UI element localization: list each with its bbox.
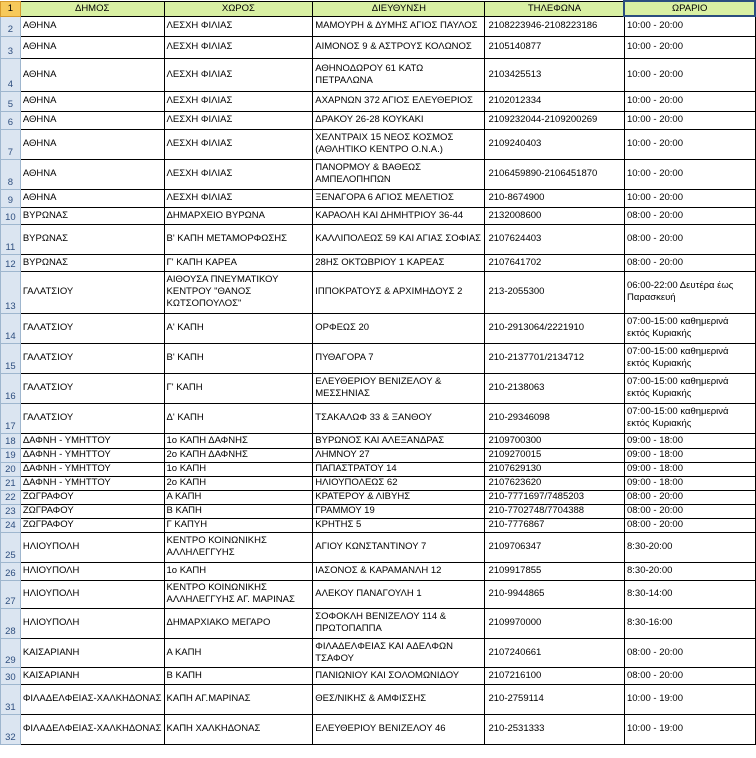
- cell-hours[interactable]: 10:00 - 19:00: [624, 714, 755, 744]
- cell-phone[interactable]: 2107629130: [485, 462, 625, 476]
- cell-address[interactable]: ΕΛΕΥΘΕΡΙΟΥ ΒΕΝΙΖΕΛΟΥ & ΜΕΣΣΗΝΙΑΣ: [313, 373, 485, 403]
- table-row: [1, 714, 756, 744]
- cell-venue[interactable]: 1ο ΚΑΠΗ: [164, 462, 313, 476]
- cell-address[interactable]: ΟΡΦΕΩΣ 20: [313, 313, 485, 343]
- column-header-phone[interactable]: ΤΗΛΕΦΩΝΑ: [485, 1, 625, 16]
- cell-municipality[interactable]: ΓΑΛΑΤΣΙΟΥ: [20, 313, 164, 343]
- cell-address[interactable]: ΧΕΛΝΤΡΑΙΧ 15 ΝΕΟΣ ΚΟΣΜΟΣ (ΑΘΛΗΤΙΚΟ ΚΕΝΤΡΟ Ο.Ν.Α.): [313, 129, 485, 159]
- cell-hours[interactable]: 09:00 - 18:00: [624, 476, 755, 490]
- cell-hours[interactable]: 10:00 - 20:00: [624, 159, 755, 189]
- cell-municipality[interactable]: ΗΛΙΟΥΠΟΛΗ: [20, 532, 164, 562]
- row-header[interactable]: 15: [1, 343, 21, 373]
- cell-hours[interactable]: 10:00 - 19:00: [624, 684, 755, 714]
- cell-phone[interactable]: 210-2913064/2221910: [485, 313, 625, 343]
- cell-municipality[interactable]: ΓΑΛΑΤΣΙΟΥ: [20, 373, 164, 403]
- cell-hours[interactable]: 08:00 - 20:00: [624, 667, 755, 684]
- row-header[interactable]: 10: [1, 207, 21, 224]
- table-row: [1, 189, 756, 207]
- cell-municipality[interactable]: ΑΘΗΝΑ: [20, 189, 164, 207]
- table-row: [1, 433, 756, 448]
- cell-venue[interactable]: Β ΚΑΠΗ: [164, 667, 313, 684]
- cell-phone[interactable]: 210-7702748/7704388: [485, 504, 625, 518]
- row-header[interactable]: 19: [1, 448, 21, 462]
- cell-phone[interactable]: 2107641702: [485, 254, 625, 271]
- column-header-hours[interactable]: ΩΡΑΡΙΟ: [624, 1, 755, 16]
- cell-address[interactable]: ΠΑΝΙΩΝΙΟΥ ΚΑΙ ΣΟΛΟΜΩΝΙΔΟΥ: [313, 667, 485, 684]
- table-row: [1, 91, 756, 111]
- table-row: [1, 224, 756, 254]
- cell-hours[interactable]: 08:00 - 20:00: [624, 518, 755, 532]
- cell-municipality[interactable]: ΒΥΡΩΝΑΣ: [20, 224, 164, 254]
- cell-venue[interactable]: ΔΗΜΑΡΧΙΑΚΟ ΜΕΓΑΡΟ: [164, 608, 313, 638]
- cell-municipality[interactable]: ΖΩΓΡΑΦΟΥ: [20, 504, 164, 518]
- table-row: [1, 58, 756, 91]
- cell-municipality[interactable]: ΔΑΦΝΗ - ΥΜΗΤΤΟΥ: [20, 433, 164, 448]
- cell-hours[interactable]: 09:00 - 18:00: [624, 448, 755, 462]
- cell-venue[interactable]: Α ΚΑΠΗ: [164, 638, 313, 667]
- row-header[interactable]: 5: [1, 91, 21, 111]
- cell-phone[interactable]: 2109232044-2109200269: [485, 111, 625, 129]
- cell-municipality[interactable]: ΦΙΛΑΔΕΛΦΕΙΑΣ-ΧΑΛΚΗΔΟΝΑΣ: [20, 684, 164, 714]
- cell-address[interactable]: ΔΡΑΚΟΥ 26-28 ΚΟΥΚΑΚΙ: [313, 111, 485, 129]
- cell-hours[interactable]: 10:00 - 20:00: [624, 189, 755, 207]
- cell-hours[interactable]: 8:30-16:00: [624, 608, 755, 638]
- row-header[interactable]: 18: [1, 433, 21, 448]
- cell-phone[interactable]: 210-8674900: [485, 189, 625, 207]
- cell-address[interactable]: ΙΠΠΟΚΡΑΤΟΥΣ & ΑΡΧΙΜΗΔΟΥΣ 2: [313, 271, 485, 313]
- cell-address[interactable]: ΑΓΙΟΥ ΚΩΝΣΤΑΝΤΙΝΟΥ 7: [313, 532, 485, 562]
- cell-venue[interactable]: Α' ΚΑΠΗ: [164, 313, 313, 343]
- cell-address[interactable]: ΘΕΣ/ΝΙΚΗΣ & ΑΜΦΙΣΣΗΣ: [313, 684, 485, 714]
- row-header[interactable]: 8: [1, 159, 21, 189]
- cell-hours[interactable]: 08:00 - 20:00: [624, 490, 755, 504]
- cell-address[interactable]: 28ΗΣ ΟΚΤΩΒΡΙΟΥ 1 ΚΑΡΕΑΣ: [313, 254, 485, 271]
- row-header[interactable]: 3: [1, 36, 21, 58]
- cell-venue[interactable]: ΚΕΝΤΡΟ ΚΟΙΝΩΝΙΚΗΣ ΑΛΛΗΛΕΓΓΥΗΣ: [164, 532, 313, 562]
- table-row: [1, 580, 756, 608]
- row-header[interactable]: 27: [1, 580, 21, 608]
- table-row: [1, 343, 756, 373]
- table-row: [1, 518, 756, 532]
- row-header[interactable]: 14: [1, 313, 21, 343]
- cell-address[interactable]: ΛΗΜΝΟΥ 27: [313, 448, 485, 462]
- cell-address[interactable]: ΣΟΦΟΚΛΗ ΒΕΝΙΖΕΛΟΥ 114 & ΠΡΩΤΟΠΑΠΠΑ: [313, 608, 485, 638]
- column-header-address[interactable]: ΔΙΕΥΘΥΝΣΗ: [313, 1, 485, 16]
- cell-venue[interactable]: 2ο ΚΑΠΗ ΔΑΦΝΗΣ: [164, 448, 313, 462]
- cell-venue[interactable]: Β' ΚΑΠΗ ΜΕΤΑΜΟΡΦΩΣΗΣ: [164, 224, 313, 254]
- table-row: [1, 638, 756, 667]
- table-row: [1, 667, 756, 684]
- row-header[interactable]: 22: [1, 490, 21, 504]
- table-row: [1, 562, 756, 580]
- cell-phone[interactable]: 2105140877: [485, 36, 625, 58]
- cell-address[interactable]: ΗΛΙΟΥΠΟΛΕΩΣ 62: [313, 476, 485, 490]
- cell-venue[interactable]: Γ ΚΑΠΥΗ: [164, 518, 313, 532]
- row-header[interactable]: 17: [1, 403, 21, 433]
- cell-phone[interactable]: 2109270015: [485, 448, 625, 462]
- cell-municipality[interactable]: ΔΑΦΝΗ - ΥΜΗΤΤΟΥ: [20, 476, 164, 490]
- cell-phone[interactable]: 210-7771697/7485203: [485, 490, 625, 504]
- cell-phone[interactable]: 2109706347: [485, 532, 625, 562]
- cell-venue[interactable]: ΛΕΣΧΗ ΦΙΛΙΑΣ: [164, 129, 313, 159]
- cell-phone[interactable]: 2109240403: [485, 129, 625, 159]
- table-row: [1, 159, 756, 189]
- cell-phone[interactable]: 2107624403: [485, 224, 625, 254]
- cell-phone[interactable]: 210-9944865: [485, 580, 625, 608]
- cell-address[interactable]: ΑΛΕΚΟΥ ΠΑΝΑΓΟΥΛΗ 1: [313, 580, 485, 608]
- cell-hours[interactable]: 06:00-22:00 Δευτέρα έως Παρασκευή: [624, 271, 755, 313]
- header-row: [1, 1, 756, 16]
- row-header[interactable]: 16: [1, 373, 21, 403]
- cell-phone[interactable]: 213-2055300: [485, 271, 625, 313]
- cell-phone[interactable]: 2103425513: [485, 58, 625, 91]
- table-row: [1, 403, 756, 433]
- cell-address[interactable]: ΜΑΜΟΥΡΗ & ΔΥΜΗΣ ΑΓΙΟΣ ΠΑΥΛΟΣ: [313, 16, 485, 36]
- row-header[interactable]: 2: [1, 16, 21, 36]
- cell-municipality[interactable]: ΒΥΡΩΝΑΣ: [20, 207, 164, 224]
- row-header[interactable]: 29: [1, 638, 21, 667]
- cell-venue[interactable]: 2ο ΚΑΠΗ: [164, 476, 313, 490]
- cell-hours[interactable]: 08:00 - 20:00: [624, 224, 755, 254]
- cell-municipality[interactable]: ΔΑΦΝΗ - ΥΜΗΤΤΟΥ: [20, 462, 164, 476]
- cell-address[interactable]: ΚΡΑΤΕΡΟΥ & ΛΙΒΥΗΣ: [313, 490, 485, 504]
- table-row: [1, 129, 756, 159]
- row-header[interactable]: 6: [1, 111, 21, 129]
- table-row: [1, 313, 756, 343]
- cell-phone[interactable]: 210-2759114: [485, 684, 625, 714]
- cell-municipality[interactable]: ΑΘΗΝΑ: [20, 111, 164, 129]
- cell-municipality[interactable]: ΗΛΙΟΥΠΟΛΗ: [20, 562, 164, 580]
- cell-municipality[interactable]: ΗΛΙΟΥΠΟΛΗ: [20, 580, 164, 608]
- cell-phone[interactable]: 2109700300: [485, 433, 625, 448]
- row-header[interactable]: 20: [1, 462, 21, 476]
- table-row: [1, 490, 756, 504]
- cell-venue[interactable]: ΚΕΝΤΡΟ ΚΟΙΝΩΝΙΚΗΣ ΑΛΛΗΛΕΓΓΥΗΣ ΑΓ. ΜΑΡΙΝΑΣ: [164, 580, 313, 608]
- row-header[interactable]: 28: [1, 608, 21, 638]
- cell-municipality[interactable]: ΚΑΙΣΑΡΙΑΝΗ: [20, 667, 164, 684]
- cell-phone[interactable]: 210-7776867: [485, 518, 625, 532]
- cell-municipality[interactable]: ΔΑΦΝΗ - ΥΜΗΤΤΟΥ: [20, 448, 164, 462]
- table-row: [1, 462, 756, 476]
- cell-venue[interactable]: Δ' ΚΑΠΗ: [164, 403, 313, 433]
- cell-venue[interactable]: Γ' ΚΑΠΗ: [164, 373, 313, 403]
- cell-hours[interactable]: 09:00 - 18:00: [624, 462, 755, 476]
- cell-phone[interactable]: 2109970000: [485, 608, 625, 638]
- table-row: [1, 684, 756, 714]
- cell-municipality[interactable]: ΑΘΗΝΑ: [20, 159, 164, 189]
- cell-address[interactable]: ΠΥΘΑΓΟΡΑ 7: [313, 343, 485, 373]
- row-header[interactable]: 12: [1, 254, 21, 271]
- cell-venue[interactable]: ΛΕΣΧΗ ΦΙΛΙΑΣ: [164, 58, 313, 91]
- column-header-venue[interactable]: ΧΩΡΟΣ: [164, 1, 313, 16]
- cell-hours[interactable]: 10:00 - 20:00: [624, 91, 755, 111]
- cell-address[interactable]: ΦΙΛΑΔΕΛΦΕΙΑΣ ΚΑΙ ΑΔΕΛΦΩΝ ΤΣΑΦΟΥ: [313, 638, 485, 667]
- cell-municipality[interactable]: ΖΩΓΡΑΦΟΥ: [20, 490, 164, 504]
- row-header[interactable]: 23: [1, 504, 21, 518]
- cell-municipality[interactable]: ΖΩΓΡΑΦΟΥ: [20, 518, 164, 532]
- cell-venue[interactable]: ΚΑΠΗ ΑΓ.ΜΑΡΙΝΑΣ: [164, 684, 313, 714]
- row-header[interactable]: 4: [1, 58, 21, 91]
- cell-phone[interactable]: 210-2137701/2134712: [485, 343, 625, 373]
- cell-phone[interactable]: 2108223946-2108223186: [485, 16, 625, 36]
- cell-hours[interactable]: 10:00 - 20:00: [624, 111, 755, 129]
- cell-address[interactable]: ΑΧΑΡΝΩΝ 372 ΑΓΙΟΣ ΕΛΕΥΘΕΡΙΟΣ: [313, 91, 485, 111]
- cell-municipality[interactable]: ΑΘΗΝΑ: [20, 91, 164, 111]
- cell-hours[interactable]: 08:00 - 20:00: [624, 504, 755, 518]
- cell-address[interactable]: ΚΡΗΤΗΣ 5: [313, 518, 485, 532]
- row-header[interactable]: 13: [1, 271, 21, 313]
- cell-hours[interactable]: 07:00-15:00 καθημερινά εκτός Κυριακής: [624, 403, 755, 433]
- cell-venue[interactable]: Β ΚΑΠΗ: [164, 504, 313, 518]
- cell-municipality[interactable]: ΓΑΛΑΤΣΙΟΥ: [20, 403, 164, 433]
- table-row: [1, 16, 756, 36]
- row-header[interactable]: 11: [1, 224, 21, 254]
- cell-venue[interactable]: ΛΕΣΧΗ ΦΙΛΙΑΣ: [164, 159, 313, 189]
- cell-venue[interactable]: Β' ΚΑΠΗ: [164, 343, 313, 373]
- cell-phone[interactable]: 210-2531333: [485, 714, 625, 744]
- cell-phone[interactable]: 2107623620: [485, 476, 625, 490]
- cell-phone[interactable]: 2109917855: [485, 562, 625, 580]
- cell-hours[interactable]: 07:00-15:00 καθημερινά εκτός Κυριακής: [624, 373, 755, 403]
- cell-hours[interactable]: 10:00 - 20:00: [624, 36, 755, 58]
- cell-municipality[interactable]: ΗΛΙΟΥΠΟΛΗ: [20, 608, 164, 638]
- cell-address[interactable]: ΞΕΝΑΓΟΡΑ 6 ΑΓΙΟΣ ΜΕΛΕΤΙΟΣ: [313, 189, 485, 207]
- cell-hours[interactable]: 10:00 - 20:00: [624, 16, 755, 36]
- cell-phone[interactable]: 2102012334: [485, 91, 625, 111]
- cell-venue[interactable]: ΛΕΣΧΗ ΦΙΛΙΑΣ: [164, 36, 313, 58]
- cell-hours[interactable]: 10:00 - 20:00: [624, 58, 755, 91]
- table-row: [1, 36, 756, 58]
- column-header-municipality[interactable]: ΔΗΜΟΣ: [20, 1, 164, 16]
- table-row: [1, 476, 756, 490]
- cell-venue[interactable]: ΛΕΣΧΗ ΦΙΛΙΑΣ: [164, 189, 313, 207]
- cell-municipality[interactable]: ΑΘΗΝΑ: [20, 36, 164, 58]
- table-row: [1, 608, 756, 638]
- cell-venue[interactable]: Α ΚΑΠΗ: [164, 490, 313, 504]
- cell-municipality[interactable]: ΓΑΛΑΤΣΙΟΥ: [20, 343, 164, 373]
- cell-phone[interactable]: 2107216100: [485, 667, 625, 684]
- cell-venue[interactable]: ΛΕΣΧΗ ΦΙΛΙΑΣ: [164, 111, 313, 129]
- cell-address[interactable]: ΚΑΛΛΙΠΟΛΕΩΣ 59 ΚΑΙ ΑΓΙΑΣ ΣΟΦΙΑΣ: [313, 224, 485, 254]
- cell-address[interactable]: ΤΣΑΚΑΛΩΦ 33 & ΞΑΝΘΟΥ: [313, 403, 485, 433]
- cell-address[interactable]: ΠΑΝΟΡΜΟΥ & ΒΑΘΕΩΣ ΑΜΠΕΛΟΠΗΠΩΝ: [313, 159, 485, 189]
- cell-phone[interactable]: 2132008600: [485, 207, 625, 224]
- row-header[interactable]: 24: [1, 518, 21, 532]
- table-row: [1, 448, 756, 462]
- table-row: [1, 532, 756, 562]
- cell-municipality[interactable]: ΒΥΡΩΝΑΣ: [20, 254, 164, 271]
- cell-municipality[interactable]: ΑΘΗΝΑ: [20, 129, 164, 159]
- cell-venue[interactable]: ΚΑΠΗ ΧΑΛΚΗΔΟΝΑΣ: [164, 714, 313, 744]
- cell-venue[interactable]: ΔΗΜΑΡΧΕΙΟ ΒΥΡΩΝΑ: [164, 207, 313, 224]
- cell-venue[interactable]: ΛΕΣΧΗ ΦΙΛΙΑΣ: [164, 16, 313, 36]
- cell-address[interactable]: ΕΛΕΥΘΕΡΙΟΥ ΒΕΝΙΖΕΛΟΥ 46: [313, 714, 485, 744]
- cell-phone[interactable]: 2107240661: [485, 638, 625, 667]
- cell-address[interactable]: ΚΑΡΑΟΛΗ ΚΑΙ ΔΗΜΗΤΡΙΟΥ 36-44: [313, 207, 485, 224]
- cell-phone[interactable]: 210-2138063: [485, 373, 625, 403]
- table-row: [1, 207, 756, 224]
- cell-venue[interactable]: 1ο ΚΑΠΗ: [164, 562, 313, 580]
- cell-hours[interactable]: 8:30-14:00: [624, 580, 755, 608]
- cell-address[interactable]: ΓΡΑΜΜΟΥ 19: [313, 504, 485, 518]
- cell-venue[interactable]: ΛΕΣΧΗ ΦΙΛΙΑΣ: [164, 91, 313, 111]
- cell-address[interactable]: ΒΥΡΩΝΟΣ ΚΑΙ ΑΛΕΞΑΝΔΡΑΣ: [313, 433, 485, 448]
- cell-hours[interactable]: 07:00-15:00 καθημερινά εκτός Κυριακής: [624, 313, 755, 343]
- cell-venue[interactable]: 1ο ΚΑΠΗ ΔΑΦΝΗΣ: [164, 433, 313, 448]
- table-row: [1, 254, 756, 271]
- cell-hours[interactable]: 07:00-15:00 καθημερινά εκτός Κυριακής: [624, 343, 755, 373]
- row-header[interactable]: 21: [1, 476, 21, 490]
- cell-municipality[interactable]: ΚΑΙΣΑΡΙΑΝΗ: [20, 638, 164, 667]
- cell-address[interactable]: ΑΙΜΟΝΟΣ 9 & ΑΣΤΡΟΥΣ ΚΟΛΩΝΟΣ: [313, 36, 485, 58]
- cell-address[interactable]: ΠΑΠΑΣΤΡΑΤΟΥ 14: [313, 462, 485, 476]
- row-header[interactable]: 9: [1, 189, 21, 207]
- row-header[interactable]: 32: [1, 714, 21, 744]
- row-header[interactable]: 25: [1, 532, 21, 562]
- cell-phone[interactable]: 2106459890-2106451870: [485, 159, 625, 189]
- cell-address[interactable]: ΑΘΗΝΟΔΩΡΟΥ 61 ΚΑΤΩ ΠΕΤΡΑΛΩΝΑ: [313, 58, 485, 91]
- cell-venue[interactable]: Γ' ΚΑΠΗ ΚΑΡΕΑ: [164, 254, 313, 271]
- cell-hours[interactable]: 08:00 - 20:00: [624, 207, 755, 224]
- cell-municipality[interactable]: ΑΘΗΝΑ: [20, 58, 164, 91]
- cell-hours[interactable]: 08:00 - 20:00: [624, 638, 755, 667]
- row-header[interactable]: 31: [1, 684, 21, 714]
- cell-venue[interactable]: ΑΙΘΟΥΣΑ ΠΝΕΥΜΑΤΙΚΟΥ ΚΕΝΤΡΟΥ "ΘΑΝΟΣ ΚΩΤΣΟΠΟΥΛΟΣ": [164, 271, 313, 313]
- row-header[interactable]: 7: [1, 129, 21, 159]
- cell-hours[interactable]: 09:00 - 18:00: [624, 433, 755, 448]
- cell-hours[interactable]: 8:30-20:00: [624, 532, 755, 562]
- cell-hours[interactable]: 10:00 - 20:00: [624, 129, 755, 159]
- cell-phone[interactable]: 210-29346098: [485, 403, 625, 433]
- cell-hours[interactable]: 08:00 - 20:00: [624, 254, 755, 271]
- row-header[interactable]: 26: [1, 562, 21, 580]
- table-row: [1, 271, 756, 313]
- row-header[interactable]: 30: [1, 667, 21, 684]
- cell-municipality[interactable]: ΓΑΛΑΤΣΙΟΥ: [20, 271, 164, 313]
- cell-municipality[interactable]: ΦΙΛΑΔΕΛΦΕΙΑΣ-ΧΑΛΚΗΔΟΝΑΣ: [20, 714, 164, 744]
- cell-address[interactable]: ΙΑΣΟΝΟΣ & ΚΑΡΑΜΑΝΛΗ 12: [313, 562, 485, 580]
- cell-municipality[interactable]: ΑΘΗΝΑ: [20, 16, 164, 36]
- table-row: [1, 504, 756, 518]
- cell-hours[interactable]: 8:30-20:00: [624, 562, 755, 580]
- table-row: [1, 373, 756, 403]
- row-header[interactable]: 1: [1, 1, 21, 16]
- table-row: [1, 111, 756, 129]
